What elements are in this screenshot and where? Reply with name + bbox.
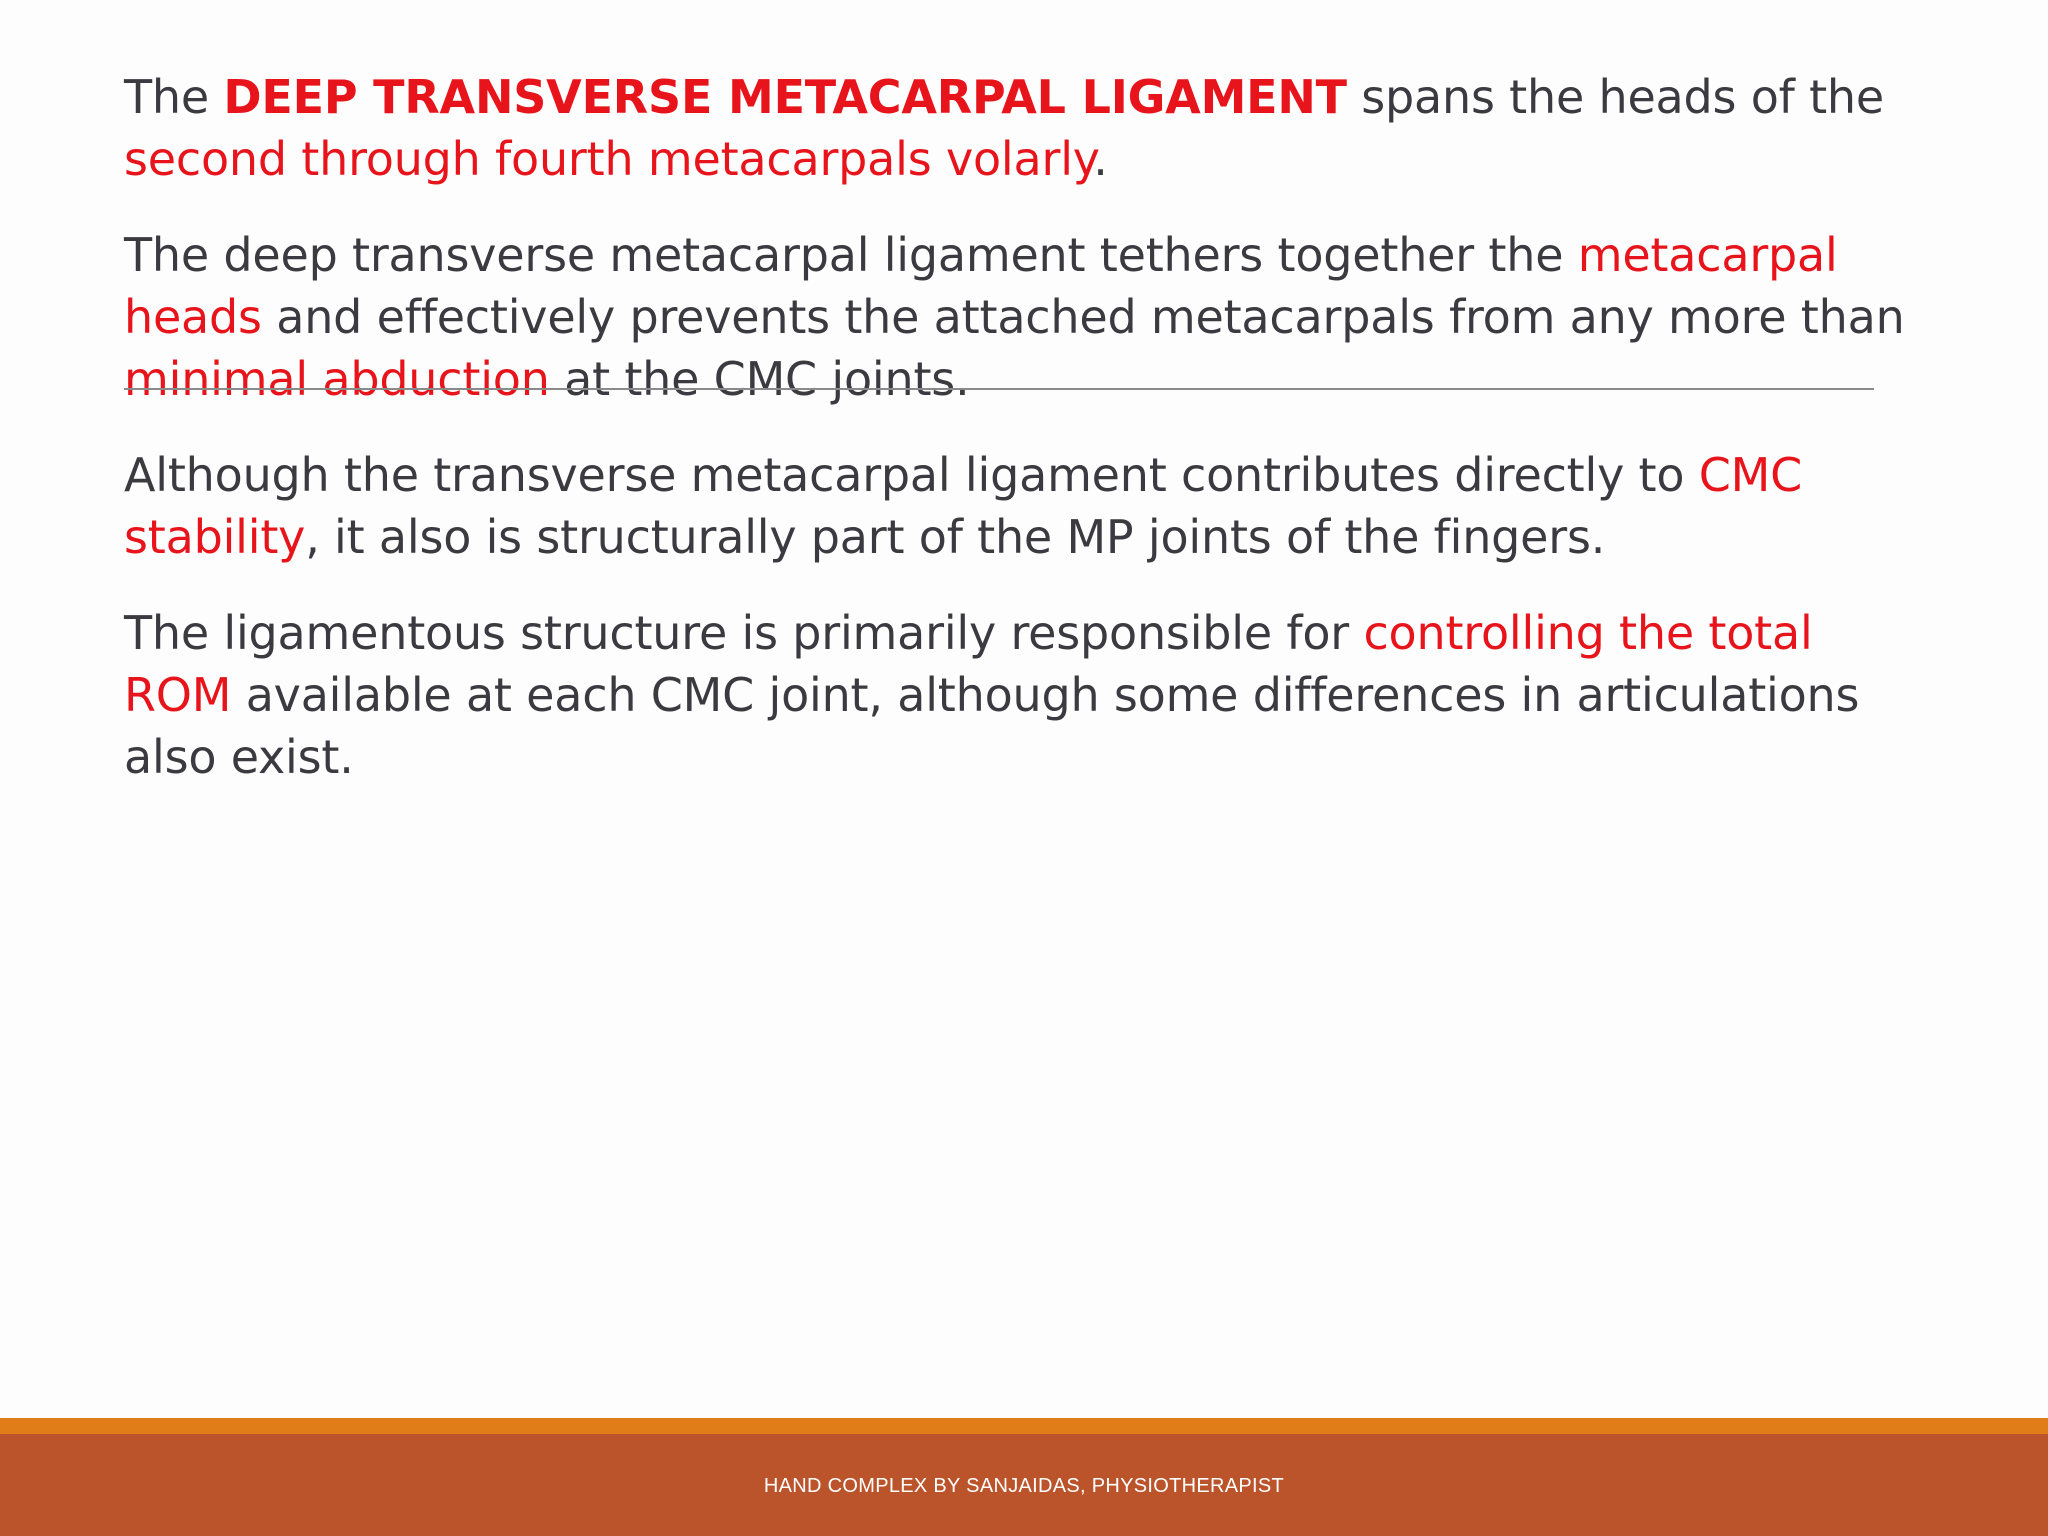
text-run: The deep transverse metacarpal ligament tethers together the [124, 228, 1578, 282]
text-run: available at each CMC joint, although some differences in articulations also exist. [124, 668, 1860, 784]
paragraph-3 [124, 444, 1924, 568]
text-run: The ligamentous structure is primarily responsible for [124, 606, 1364, 660]
text-run: , it also is structurally part of the MP joints of the fingers. [305, 510, 1606, 564]
highlight-term: controlling the total ROM [124, 606, 1813, 722]
text-run: and effectively prevents the attached metacarpals from any more than [261, 290, 1905, 344]
text-run: The [124, 70, 224, 124]
highlight-term: minimal abduction [124, 352, 550, 406]
horizontal-divider [124, 388, 1874, 390]
text-run: . [1093, 132, 1108, 186]
slide-body [124, 66, 1924, 822]
footer-caption: HAND COMPLEX BY SANJAIDAS, PHYSIOTHERAPIST [763, 1475, 1285, 1497]
highlight-term: metacarpal heads [124, 228, 1838, 344]
paragraph-1 [124, 66, 1924, 190]
paragraph-2 [124, 224, 1924, 410]
paragraph-4 [124, 602, 1924, 788]
text-run: Although the transverse metacarpal ligament contributes directly to [124, 448, 1699, 502]
highlight-term: second through fourth metacarpals volarly [124, 132, 1094, 186]
highlight-term: CMC stability [124, 448, 1803, 564]
text-run: spans the heads of the [1346, 70, 1884, 124]
text-run: at the CMC joints. [549, 352, 970, 406]
footer-accent-stripe [0, 1418, 2048, 1434]
highlight-term: DEEP TRANSVERSE METACARPAL LIGAMENT [223, 70, 1347, 124]
